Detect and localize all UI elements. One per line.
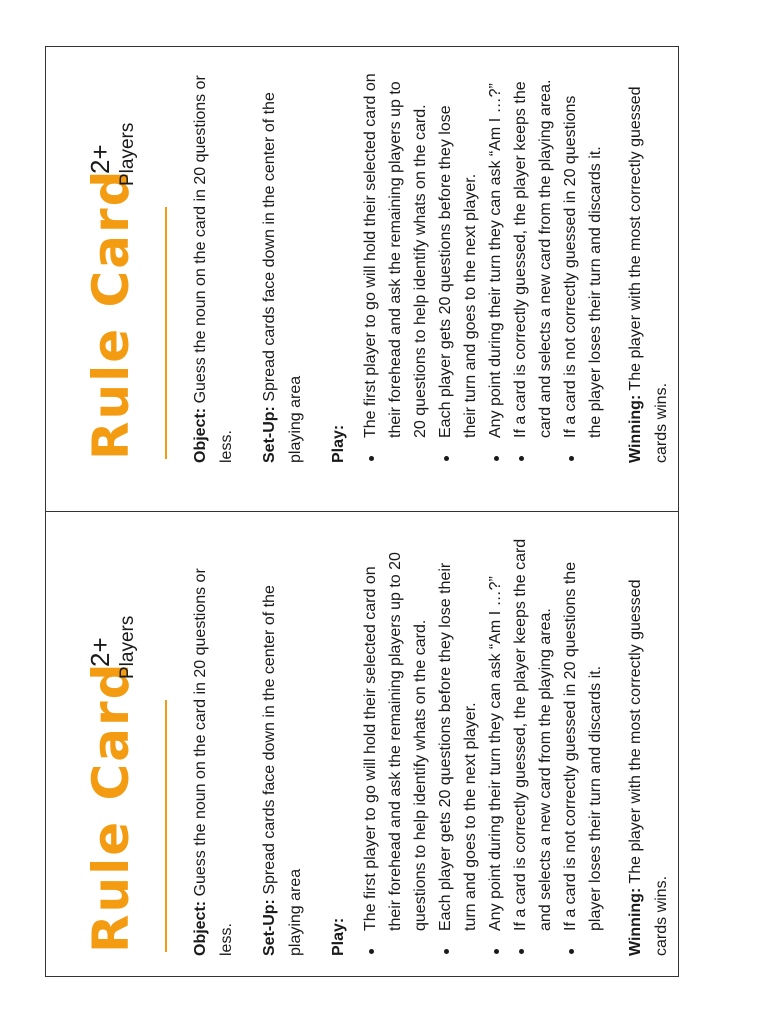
bullet-icon (494, 456, 499, 461)
bullet-icon (519, 456, 524, 461)
winning-section (623, 71, 675, 463)
setup-section (257, 71, 309, 463)
list-item (558, 71, 608, 463)
bullet-icon (369, 456, 374, 461)
bullet-icon (569, 456, 574, 461)
rule-card-content (46, 512, 679, 977)
card-title: Rule Card (82, 661, 140, 953)
list-item-text: If a card is not correctly guessed in 20 questions the player loses their turn and discards it. (562, 561, 604, 931)
rule-card-right (45, 46, 679, 512)
list-item (358, 536, 433, 956)
players-count: 2+ (85, 144, 115, 174)
list-item-text: If a card is not correctly guessed in 20 questions the player loses their turn and discards it. (562, 95, 604, 438)
play-rules-list (358, 71, 608, 463)
object-label: Object: (192, 900, 209, 956)
bullet-icon (494, 949, 499, 954)
list-item (433, 536, 483, 956)
winning-label: Winning: (627, 887, 644, 956)
setup-section (257, 536, 309, 956)
list-item (558, 536, 608, 956)
list-item-text: The first player to go will hold their selected card on their forehead and ask the remaining players up to 20 questions to help identify whats on the card. (362, 73, 429, 438)
list-item (508, 536, 558, 956)
players-label: Players (117, 122, 138, 186)
bullet-icon (444, 456, 449, 461)
list-item (433, 71, 483, 463)
winning-text: The player with the most correctly guessed cards wins. (627, 579, 670, 956)
play-label: Play: (330, 917, 347, 956)
winning-label: Winning: (627, 394, 644, 463)
setup-text: Spread cards face down in the center of the playing area (261, 585, 304, 956)
list-item (483, 536, 508, 956)
bullet-icon (519, 949, 524, 954)
rule-card-left (45, 511, 679, 977)
list-item-text: If a card is correctly guessed, the player keeps the card and selects a new card from the playing area. (512, 79, 554, 438)
list-item (508, 71, 558, 463)
list-item (358, 71, 433, 463)
setup-label: Set-Up: (261, 406, 278, 463)
object-section (188, 536, 240, 956)
object-text: Guess the noun on the card in 20 questions or less. (192, 568, 235, 956)
setup-text: Spread cards face down in the center of the playing area (261, 92, 304, 463)
card-header (74, 71, 188, 463)
object-text: Guess the noun on the card in 20 questions or less. (192, 75, 235, 463)
bullet-icon (444, 949, 449, 954)
list-item-text: Each player gets 20 questions before they lose their turn and goes to the next player. (437, 562, 479, 931)
list-item (483, 71, 508, 463)
list-item-text: Any point during their turn they can ask “Am I …?” (487, 576, 504, 931)
players-label: Players (117, 615, 138, 679)
bullet-icon (369, 949, 374, 954)
setup-label: Set-Up: (261, 899, 278, 956)
list-item-text: Each player gets 20 questions before they lose their turn and goes to the next player. (437, 105, 479, 438)
list-item-text: If a card is correctly guessed, the player keeps the card and selects a new card from the playing area. (512, 538, 554, 931)
object-label: Object: (192, 407, 209, 463)
title-underline (165, 207, 167, 459)
play-rules-list (358, 536, 608, 956)
object-section (188, 71, 240, 463)
players-count: 2+ (85, 637, 115, 667)
title-underline (165, 700, 167, 952)
winning-section (623, 536, 675, 956)
card-header (74, 536, 188, 956)
list-item-text: The first player to go will hold their selected card on their forehead and ask the remaining players up to 20 questions to help identify whats on the card. (362, 552, 429, 931)
rule-card-content (46, 47, 679, 512)
bullet-icon (569, 949, 574, 954)
winning-text: The player with the most correctly guessed cards wins. (627, 86, 670, 463)
list-item-text: Any point during their turn they can ask “Am I …?” (487, 83, 504, 438)
card-title: Rule Card (82, 168, 140, 460)
play-label: Play: (330, 424, 347, 463)
